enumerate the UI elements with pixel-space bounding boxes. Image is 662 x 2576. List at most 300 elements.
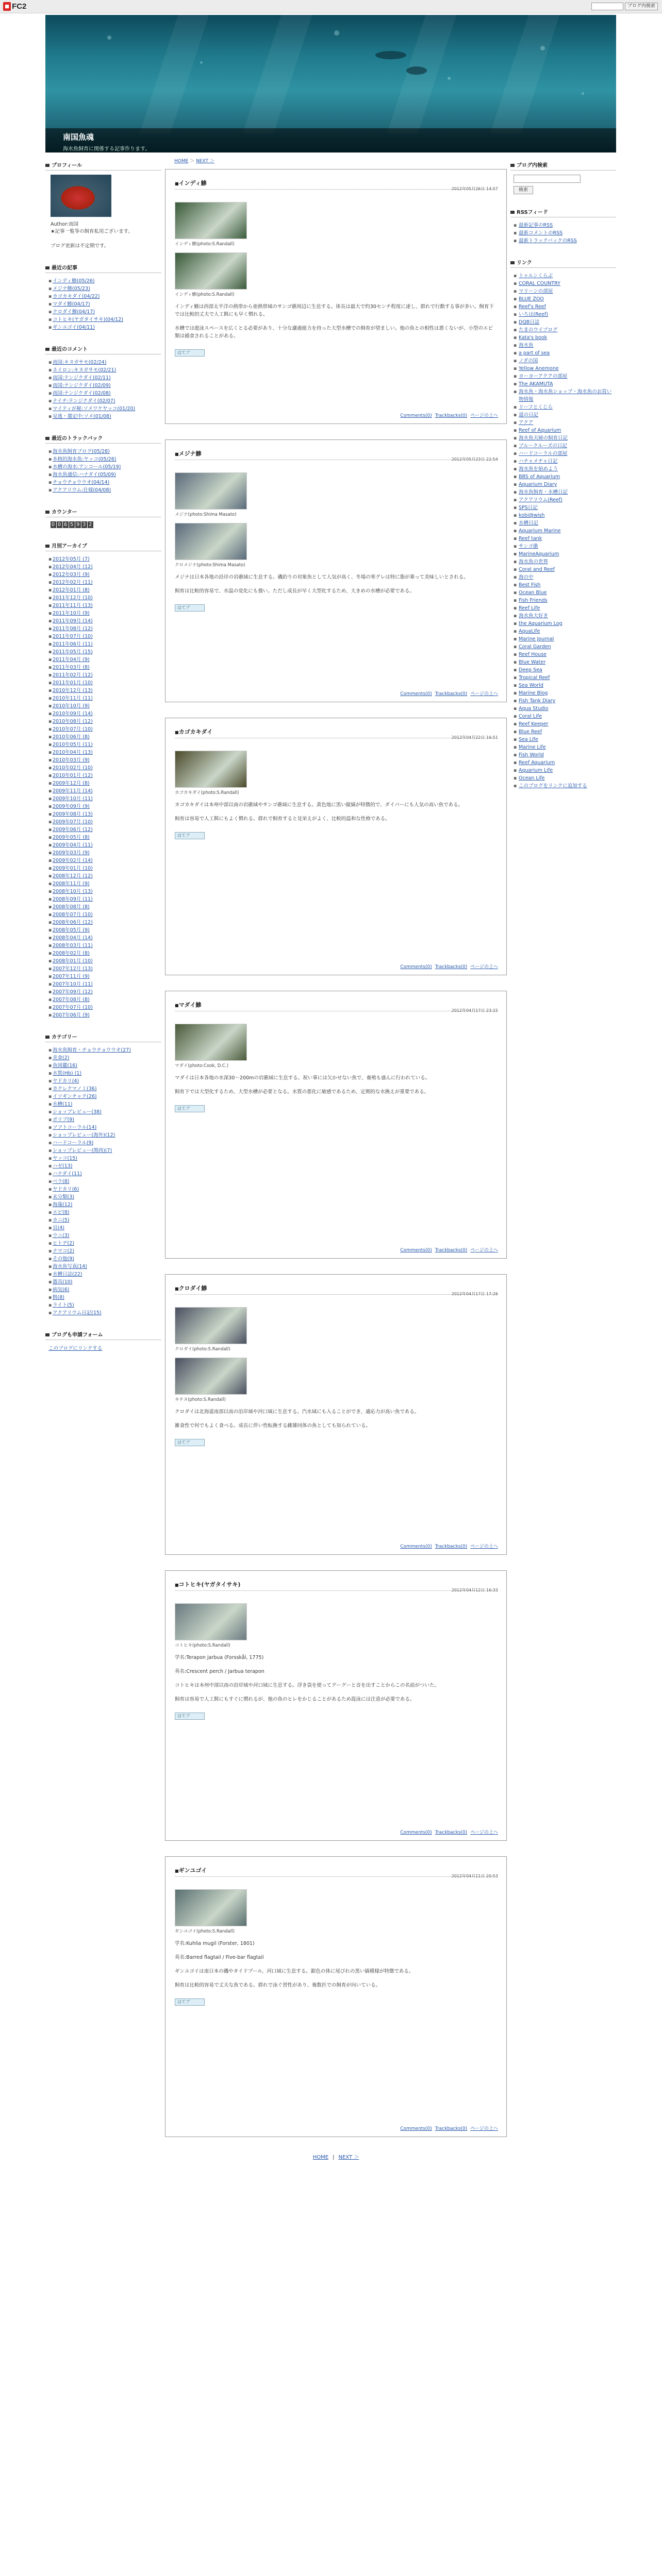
- external-link[interactable]: ▪ ノダの国: [514, 357, 616, 365]
- category-link[interactable]: ▪ ショップレビュー(関西)(7): [48, 1147, 161, 1155]
- external-link[interactable]: ▪ CORAL COUNTRY: [514, 280, 616, 287]
- entry-footer: [397, 1828, 498, 1835]
- recent-entry-link[interactable]: ▪ コトヒキ(ヤガタイサキ)(04/12): [48, 316, 161, 324]
- rss-list: [510, 222, 616, 245]
- photo-caption: コトヒキ(photo:S.Randall): [175, 1643, 230, 1648]
- external-link[interactable]: ▪ Reef Keeper: [514, 720, 616, 728]
- category-link[interactable]: ▪ 器具(10): [48, 1278, 161, 1286]
- fish-photo: [175, 1603, 247, 1640]
- archive-month-link[interactable]: ▪ 2009年01月 (10): [48, 865, 161, 872]
- archive-month-link[interactable]: ▪ 2010年03月 (9): [48, 756, 161, 764]
- category-link[interactable]: ▪ 水質(Hb) (1): [48, 1070, 161, 1077]
- category-link[interactable]: ▪ 水槽日誌(22): [48, 1270, 161, 1278]
- archive-month-link[interactable]: ▪ 2008年10月 (13): [48, 888, 161, 895]
- photo-caption: インディ鰺(photo:S.Randall): [175, 292, 235, 297]
- archive-month-link[interactable]: ▪ 2010年05月 (11): [48, 741, 161, 749]
- entry-body: [175, 1024, 497, 1112]
- archive-month-link[interactable]: ▪ 2011年09月 (14): [48, 617, 161, 625]
- external-link[interactable]: ▪ いろは(Reef): [514, 311, 616, 318]
- blog-search-input[interactable]: [514, 175, 581, 183]
- archive-month-link[interactable]: ▪ 2010年10月 (9): [48, 702, 161, 710]
- archive-month-link[interactable]: ▪ 2008年12月 (12): [48, 872, 161, 880]
- category-link[interactable]: ▪ ショップレビュー(38): [48, 1108, 161, 1116]
- trackback-link[interactable]: ▪ 海水魚通信:ハナダイ(05/09): [48, 471, 161, 479]
- category-link[interactable]: ▪ ハゼ(13): [48, 1162, 161, 1170]
- archive-month-link[interactable]: ▪ 2009年03月 (9): [48, 849, 161, 857]
- category-link[interactable]: ▪ ヤッコ(15): [48, 1155, 161, 1162]
- entry-paragraph: ギンユゴイは南日本の磯やタイドプール、河口域に生息する。銀色の体に尾びれの黒い縞模様が特徴である。: [175, 1969, 414, 1974]
- entry-comments-link[interactable]: Comments(0): [400, 413, 432, 418]
- link-form-heading: ブログも申請フォーム: [45, 1329, 161, 1340]
- recent-entry-link[interactable]: ▪ メジナ鰺(05/23): [48, 285, 161, 293]
- external-link[interactable]: ▪ 海水魚・海水魚ショップ・海水魚のお買い物情報: [514, 388, 616, 403]
- category-link[interactable]: ▪ 魚図鑑(16): [48, 1062, 161, 1070]
- entry-trackbacks-link[interactable]: Trackbacks(0): [435, 1248, 468, 1253]
- archive-month-link[interactable]: ▪ 2011年11月 (13): [48, 602, 161, 609]
- archive-month-link[interactable]: ▪ 2011年05月 (15): [48, 648, 161, 656]
- archive-heading: 月別アーカイブ: [45, 540, 161, 551]
- entry-body: [175, 472, 497, 612]
- external-link[interactable]: ▪ Yellow Anemone: [514, 365, 616, 372]
- entry-date: 2012年04月17日 17:26: [451, 1292, 498, 1296]
- category-link[interactable]: ▪ ショップレビュー(海外)(12): [48, 1131, 161, 1139]
- category-link[interactable]: ▪ ソフトコーラル(14): [48, 1124, 161, 1131]
- counter-digit: 0: [58, 522, 62, 528]
- category-link[interactable]: ▪ カニ(5): [48, 1216, 161, 1224]
- fish-photo: [175, 1307, 247, 1344]
- external-link[interactable]: ▪ Reef's Reef: [514, 303, 616, 311]
- trackback-link[interactable]: ▪ 海水魚飼育ブログ(05/28): [48, 448, 161, 455]
- category-link[interactable]: ▪ ハナダイ(11): [48, 1170, 161, 1178]
- entry-paragraph: コトヒキは本州中部以南の沿岸域や河口域に生息する。浮き袋を使ってグーグーと音を出すことからこの名前がついた。: [175, 1683, 440, 1688]
- archive-month-link[interactable]: ▪ 2007年11月 (9): [48, 973, 161, 980]
- fc2-logo[interactable]: ■ FC2: [3, 2, 26, 11]
- external-link[interactable]: ▪ マリーンの部屋: [514, 287, 616, 295]
- entry-title[interactable]: ■ インディ鰺: [175, 179, 497, 190]
- archive-month-link[interactable]: ▪ 2009年10月 (11): [48, 795, 161, 803]
- category-link[interactable]: ▪ ヤドカリ(4): [48, 1077, 161, 1085]
- recent-comment-link[interactable]: ▪ ナイチ:テンジクダイ(02/07): [48, 397, 161, 405]
- external-link[interactable]: ▪ Aquarium Life: [514, 767, 616, 774]
- entry-comments-link[interactable]: Comments(0): [400, 1248, 432, 1253]
- counter-section: [45, 506, 161, 528]
- external-link[interactable]: ▪ Reef of Aquarium: [514, 427, 616, 434]
- external-link[interactable]: ▪ BLUE ZOO: [514, 295, 616, 303]
- archive-month-link[interactable]: ▪ 2011年08月 (12): [48, 625, 161, 633]
- hatena-bookmark-button[interactable]: はてブ: [175, 349, 205, 357]
- entry-comments-link[interactable]: Comments(0): [400, 2126, 432, 2131]
- external-link[interactable]: ▪ Marine Blog: [514, 689, 616, 697]
- archive-month-link[interactable]: ▪ 2009年06月 (12): [48, 826, 161, 834]
- archive-month-link[interactable]: ▪ 2007年07月 (10): [48, 1004, 161, 1011]
- recent-comment-link[interactable]: ▪ ネイロン:キヌガサモ(02/21): [48, 366, 161, 374]
- entry-title[interactable]: ■ クロダイ鰺: [175, 1284, 497, 1295]
- hatena-bookmark-button[interactable]: はてブ: [175, 1105, 205, 1112]
- external-link[interactable]: ▪ 海水魚夫婦の飼育日記: [514, 434, 616, 442]
- category-link[interactable]: ▪ 水槽(11): [48, 1100, 161, 1108]
- archive-month-link[interactable]: ▪ 2011年10月 (9): [48, 609, 161, 617]
- external-link[interactable]: ▪ ヨーヨーアクアの部屋: [514, 372, 616, 380]
- category-heading: カテゴリー: [45, 1031, 161, 1042]
- archive-month-link[interactable]: ▪ 2010年01月 (12): [48, 772, 161, 779]
- archive-month-link[interactable]: ▪ 2010年07月 (10): [48, 725, 161, 733]
- category-link[interactable]: ▪ ヒトデ(2): [48, 1240, 161, 1247]
- archive-month-link[interactable]: ▪ 2007年09月 (12): [48, 988, 161, 996]
- entry-comments-link[interactable]: Comments(0): [400, 964, 432, 970]
- hatena-bookmark-button[interactable]: はてブ: [175, 604, 205, 612]
- external-link[interactable]: ▪ このブログをリンクに追加する: [514, 782, 616, 790]
- counter-digit: 5: [70, 522, 74, 528]
- entry-date: 2012年04月12日 16:33: [451, 1588, 498, 1592]
- recent-entry-link[interactable]: ▪ ギンユゴイ(04/11): [48, 324, 161, 331]
- rss-link[interactable]: ▪ 最新コメントのRSS: [514, 229, 616, 237]
- rss-section: [510, 207, 616, 245]
- external-link[interactable]: ▪ Tropical Reef: [514, 674, 616, 682]
- blog-search-section: [510, 160, 616, 194]
- category-link[interactable]: ▪ 海藻(12): [48, 1201, 161, 1209]
- external-link[interactable]: ▪ 海水魚飼育・水槽日記: [514, 488, 616, 496]
- main-column: [165, 157, 507, 2160]
- entry-pagetop-link[interactable]: ページの上へ: [470, 691, 498, 697]
- external-link[interactable]: ▪ Blue Reef: [514, 728, 616, 736]
- category-link[interactable]: ▪ ベラ(8): [48, 1178, 161, 1185]
- hatena-bookmark-button[interactable]: はてブ: [175, 832, 205, 839]
- external-link[interactable]: ▪ 海の中: [514, 573, 616, 581]
- external-link[interactable]: ▪ MarineAquarium: [514, 550, 616, 558]
- logo-text: FC2: [12, 2, 27, 11]
- archive-month-link[interactable]: ▪ 2012年02月 (11): [48, 579, 161, 586]
- archive-month-link[interactable]: ▪ 2007年06月 (9): [48, 1011, 161, 1019]
- photo-caption: ギンユゴイ(photo:S.Randall): [175, 1929, 235, 1934]
- external-link[interactable]: ▪ ブルークルーズの日記: [514, 442, 616, 450]
- photo-caption: カゴカキダイ(photo:S.Randall): [175, 790, 239, 795]
- entry-trackbacks-link[interactable]: Trackbacks(0): [435, 691, 468, 697]
- category-section: [45, 1031, 161, 1317]
- entry-paragraph: 学名:Kuhlia mugil (Forster, 1801): [175, 1941, 255, 1946]
- recent-comments-section: [45, 344, 161, 420]
- counter-digit: 9: [76, 522, 80, 528]
- category-link[interactable]: ▪ アクアリウム日記(15): [48, 1309, 161, 1317]
- external-link[interactable]: ▪ 道の日記: [514, 411, 616, 419]
- external-link[interactable]: ▪ 水槽日記: [514, 519, 616, 527]
- external-link[interactable]: ▪ DQB日誌: [514, 318, 616, 326]
- archive-month-link[interactable]: ▪ 2008年06月 (12): [48, 919, 161, 926]
- archive-month-link[interactable]: ▪ 2008年02月 (8): [48, 950, 161, 957]
- external-link[interactable]: ▪ Fish Tank Diary: [514, 697, 616, 705]
- profile-line: ブログ更新は不定期です。: [51, 243, 109, 249]
- category-link[interactable]: ▪ 病気(6): [48, 1286, 161, 1294]
- trackback-list: [45, 448, 161, 494]
- archive-month-link[interactable]: ▪ 2008年01月 (10): [48, 957, 161, 965]
- trackback-link[interactable]: ▪ 本格的海水魚:ヤッコ(05/26): [48, 455, 161, 463]
- external-link[interactable]: ▪ Fish World: [514, 751, 616, 759]
- fish-photo: [175, 1358, 247, 1395]
- recent-comment-link[interactable]: ▪ 南国:テンジクダイ(02/09): [48, 382, 161, 389]
- external-link[interactable]: ▪ Fish Friends: [514, 597, 616, 604]
- breadcrumb: [174, 157, 507, 164]
- recent-entry-link[interactable]: ▪ クロダイ鰺(04/17): [48, 308, 161, 316]
- archive-month-link[interactable]: ▪ 2009年08月 (13): [48, 810, 161, 818]
- archive-month-link[interactable]: ▪ 2010年12月 (13): [48, 687, 161, 694]
- archive-month-link[interactable]: ▪ 2012年05月 (7): [48, 555, 161, 563]
- external-link[interactable]: ▪ Ocean Life: [514, 774, 616, 782]
- profile-line: [51, 235, 161, 243]
- external-link[interactable]: ▪ BBS of Aquarium: [514, 473, 616, 481]
- link-to-blog[interactable]: このブログにリンクする: [48, 1346, 103, 1351]
- archive-month-link[interactable]: ▪ 2008年03月 (11): [48, 942, 161, 950]
- entry-footer: [397, 412, 498, 418]
- external-link[interactable]: ▪ Coral and Reef: [514, 566, 616, 573]
- archive-month-link[interactable]: ▪ 2012年03月 (9): [48, 571, 161, 579]
- external-link[interactable]: ▪ Best Fish: [514, 581, 616, 589]
- archive-month-link[interactable]: ▪ 2008年05月 (9): [48, 926, 161, 934]
- pager-home[interactable]: HOME: [312, 2155, 329, 2160]
- category-link[interactable]: ▪ ポリプ(9): [48, 1116, 161, 1124]
- category-link[interactable]: ▪ エビ(8): [48, 1209, 161, 1216]
- external-link[interactable]: ▪ ハードコーラルの部屋: [514, 450, 616, 457]
- external-link[interactable]: ▪ サンゴ礁: [514, 543, 616, 550]
- archive-month-link[interactable]: ▪ 2010年02月 (10): [48, 764, 161, 772]
- entry-paragraph: メジナは日本各地の沿岸の岩礁域に生息する。磯釣りの対象魚として人気が高く、冬場の寒グレは特に脂が乗って美味しいとされる。: [175, 574, 469, 580]
- external-link[interactable]: ▪ Aquarium Diary: [514, 481, 616, 488]
- recent-comment-link[interactable]: ▪ 南国:テンジクダイ(02/11): [48, 374, 161, 382]
- external-link[interactable]: ▪ Aqua Studio: [514, 705, 616, 713]
- category-link[interactable]: ▪ ヤドカリ(6): [48, 1185, 161, 1193]
- entry-pagetop-link[interactable]: ページの上へ: [470, 413, 498, 418]
- crumb-sep: ＞: [190, 159, 195, 164]
- fish-photo: [175, 751, 247, 788]
- pager-next[interactable]: NEXT ＞: [338, 2155, 359, 2160]
- category-link[interactable]: ▪ カクレクマノミ(36): [48, 1085, 161, 1093]
- archive-month-link[interactable]: ▪ 2007年10月 (11): [48, 980, 161, 988]
- archive-month-link[interactable]: ▪ 2009年05月 (8): [48, 834, 161, 841]
- archive-month-link[interactable]: ▪ 2009年07月 (10): [48, 818, 161, 826]
- archive-month-link[interactable]: ▪ 2009年09月 (9): [48, 803, 161, 810]
- archive-month-link[interactable]: ▪ 2010年09月 (14): [48, 710, 161, 718]
- external-link[interactable]: ▪ 海水魚大好き: [514, 612, 616, 620]
- entry-footer: [397, 1246, 498, 1253]
- external-link[interactable]: ▪ Marine Life: [514, 743, 616, 751]
- recent-entry-link[interactable]: ▪ カゴカキダイ(04/22): [48, 293, 161, 300]
- photo-caption: マダイ(photo:Cook, D.C.): [175, 1063, 228, 1069]
- category-link[interactable]: ▪ ナマコ(2): [48, 1247, 161, 1255]
- blog-entry: [165, 169, 507, 424]
- entry-list: [165, 169, 507, 2137]
- entry-paragraph: 飼育は比較的容易で丈夫な魚である。群れで泳ぐ習性があり、複数匹での飼育が向いている。: [175, 1982, 381, 1988]
- entry-body: [175, 1307, 497, 1446]
- crumb-next[interactable]: NEXT ＞: [196, 159, 214, 164]
- external-link[interactable]: ▪ Blue Water: [514, 658, 616, 666]
- archive-month-link[interactable]: ▪ 2012年01月 (8): [48, 586, 161, 594]
- archive-month-link[interactable]: ▪ 2008年07月 (10): [48, 911, 161, 919]
- entry-trackbacks-link[interactable]: Trackbacks(0): [435, 1544, 468, 1549]
- entry-paragraph: カゴカキダイは本州中部以南の岩礁域やサンゴ礁域に生息する。黄色地に黒い縦縞が特徴的で、ダイバーにも人気の高い魚である。: [175, 802, 464, 808]
- entry-title[interactable]: ■ コトヒキ(ヤガタイサキ): [175, 1580, 497, 1591]
- external-link[interactable]: ▪ Reef House: [514, 651, 616, 658]
- external-link[interactable]: ▪ アクアリウム(Reef): [514, 496, 616, 504]
- fish-photo: [175, 252, 247, 290]
- recent-comments-list: [45, 359, 161, 420]
- entry-pagetop-link[interactable]: ページの上へ: [470, 1830, 498, 1835]
- external-link[interactable]: ▪ 海水魚を始めよう: [514, 465, 616, 473]
- category-link[interactable]: ▪ ウニ(3): [48, 1232, 161, 1240]
- archive-month-link[interactable]: ▪ 2008年08月 (8): [48, 903, 161, 911]
- profile-text: [45, 221, 161, 250]
- profile-line: ★記事一覧等の飼育私用ございます。: [51, 229, 133, 234]
- archive-list: [45, 555, 161, 1019]
- external-link[interactable]: ▪ 海水魚: [514, 342, 616, 349]
- external-link[interactable]: ▪ Sea World: [514, 682, 616, 689]
- fish-photo: [175, 523, 247, 560]
- toolbar-search-input[interactable]: [591, 3, 623, 10]
- external-link[interactable]: ▪ Kata's book: [514, 334, 616, 342]
- archive-month-link[interactable]: ▪ 2008年11月 (9): [48, 880, 161, 888]
- external-link[interactable]: ▪ the Aquarium Log: [514, 620, 616, 628]
- recent-comment-link[interactable]: ▪ マイティが秘:ソメワケヤッコ(01/20): [48, 405, 161, 413]
- trackback-link[interactable]: ▪ チョウチョウウオ(04/14): [48, 479, 161, 486]
- category-link[interactable]: ▪ ハードコーラル(9): [48, 1139, 161, 1147]
- recent-entry-link[interactable]: ▪ インディ鰺(05/26): [48, 277, 161, 285]
- rss-link[interactable]: ▪ 最新記事のRSS: [514, 222, 616, 229]
- external-link[interactable]: ▪ kobi@wish: [514, 512, 616, 519]
- archive-month-link[interactable]: ▪ 2007年08月 (8): [48, 996, 161, 1004]
- category-link[interactable]: ▪ 餌(8): [48, 1294, 161, 1301]
- archive-month-link[interactable]: ▪ 2010年08月 (12): [48, 718, 161, 725]
- crumb-home[interactable]: HOME: [174, 159, 189, 164]
- external-link[interactable]: ▪ a part of sea: [514, 349, 616, 357]
- entry-paragraph: 学名:Terapon jarbua (Forsskål, 1775): [175, 1655, 264, 1660]
- entry-paragraph: 飼育は容易で人工餌にもすぐに慣れるが、他の魚のヒレをかじることがあるため混泳には注意が必要である。: [175, 1697, 415, 1702]
- photo-caption: インディ鰺(photo:S.Randall): [175, 242, 235, 247]
- hatena-bookmark-button[interactable]: はてブ: [175, 1998, 205, 2006]
- hatena-bookmark-button[interactable]: はてブ: [175, 1439, 205, 1446]
- archive-month-link[interactable]: ▪ 2008年09月 (11): [48, 895, 161, 903]
- category-link[interactable]: ▪ ライト(5): [48, 1301, 161, 1309]
- entry-title[interactable]: ■ メジナ鰺: [175, 449, 497, 460]
- rss-link[interactable]: ▪ 最新トラックバックのRSS: [514, 237, 616, 245]
- recent-entries-heading: 最近の記事: [45, 262, 161, 273]
- external-link[interactable]: ▪ 海水魚の世界: [514, 558, 616, 566]
- external-link[interactable]: ▪ Reef Aquarium: [514, 759, 616, 767]
- archive-month-link[interactable]: ▪ 2011年02月 (12): [48, 671, 161, 679]
- archive-month-link[interactable]: ▪ 2011年07月 (10): [48, 633, 161, 640]
- entry-paragraph: 飼育は容易で人工餌にもよく慣れる。群れで飼育すると見栄えがよく、比較的温和な性格である。: [175, 816, 390, 822]
- entry-trackbacks-link[interactable]: Trackbacks(0): [435, 2126, 468, 2131]
- archive-month-link[interactable]: ▪ 2009年04月 (11): [48, 841, 161, 849]
- external-link[interactable]: ▪ Coral Garden: [514, 643, 616, 651]
- entry-date: 2012年04月17日 23:15: [451, 1008, 498, 1013]
- recent-comment-link[interactable]: ▪ 見逃・選定中:ソメ(01/08): [48, 413, 161, 420]
- links-section: [510, 257, 616, 790]
- trackback-link[interactable]: ▪ アクアリウム:仕様(04/08): [48, 486, 161, 494]
- entry-title[interactable]: ■ カゴカキダイ: [175, 727, 497, 738]
- entry-date: 2012年04月11日 20:53: [451, 1874, 498, 1878]
- external-link[interactable]: ▪ Marine Journal: [514, 635, 616, 643]
- blog-title[interactable]: 南国魚魂: [63, 132, 94, 142]
- archive-month-link[interactable]: ▪ 2011年12月 (10): [48, 594, 161, 602]
- access-counter: [45, 521, 161, 528]
- external-link[interactable]: ▪ たまのウイブログ: [514, 326, 616, 334]
- external-link[interactable]: ▪ Sea Life: [514, 736, 616, 743]
- archive-month-link[interactable]: ▪ 2008年04月 (14): [48, 934, 161, 942]
- external-link[interactable]: ▪ SPS日記: [514, 504, 616, 512]
- archive-month-link[interactable]: ▪ 2011年03月 (8): [48, 664, 161, 671]
- external-link[interactable]: ▪ The AKAMUTA: [514, 380, 616, 388]
- counter-digit: 0: [52, 522, 56, 528]
- archive-month-link[interactable]: ▪ 2011年06月 (11): [48, 640, 161, 648]
- entry-comments-link[interactable]: Comments(0): [400, 691, 432, 697]
- archive-month-link[interactable]: ▪ 2010年04月 (13): [48, 749, 161, 756]
- entry-comments-link[interactable]: Comments(0): [400, 1544, 432, 1549]
- blog-search-button[interactable]: 検索: [514, 186, 533, 194]
- entry-pagetop-link[interactable]: ページの上へ: [470, 1544, 498, 1549]
- left-sidebar: [45, 160, 161, 1364]
- blog-entry: [165, 1856, 507, 2137]
- category-link[interactable]: ▪ 海水魚飼育・チョウチョウウオ(27): [48, 1046, 161, 1054]
- archive-month-link[interactable]: ▪ 2009年12月 (8): [48, 779, 161, 787]
- entry-comments-link[interactable]: Comments(0): [400, 1830, 432, 1835]
- archive-month-link[interactable]: ▪ 2011年01月 (10): [48, 679, 161, 687]
- external-link[interactable]: ▪ トゥルンくらぶ: [514, 272, 616, 280]
- entry-pagetop-link[interactable]: ページの上へ: [470, 1248, 498, 1253]
- category-link[interactable]: ▪ 美食(2): [48, 1054, 161, 1062]
- entry-pagetop-link[interactable]: ページの上へ: [470, 964, 498, 970]
- toolbar-search: [591, 3, 658, 10]
- hatena-bookmark-button[interactable]: はてブ: [175, 1713, 205, 1720]
- recent-entry-link[interactable]: ▪ マダイ鰺(04/17): [48, 300, 161, 308]
- external-link[interactable]: ▪ Ocean Blue: [514, 589, 616, 597]
- external-link[interactable]: ▪ Deep Sea: [514, 666, 616, 674]
- trackback-link[interactable]: ▪ 水槽の海水:アンコール(05/19): [48, 463, 161, 471]
- category-link[interactable]: ▪ その他(9): [48, 1255, 161, 1263]
- counter-heading: カウンター: [45, 506, 161, 517]
- entry-trackbacks-link[interactable]: Trackbacks(0): [435, 964, 468, 970]
- recent-comment-link[interactable]: ▪ 南国:キヌガサモ(02/24): [48, 359, 161, 366]
- category-link[interactable]: ▪ イソギンチャク(26): [48, 1093, 161, 1100]
- external-link[interactable]: ▪ ハチャメチャ日記: [514, 457, 616, 465]
- recent-comment-link[interactable]: ▪ 南国:テンジクダイ(02/08): [48, 389, 161, 397]
- entry-pagetop-link[interactable]: ページの上へ: [470, 2126, 498, 2131]
- photo-caption: キチヌ(photo:S.Randall): [175, 1397, 226, 1402]
- archive-month-link[interactable]: ▪ 2009年02月 (14): [48, 857, 161, 865]
- entry-title[interactable]: ■ マダイ鰺: [175, 1001, 497, 1011]
- archive-month-link[interactable]: ▪ 2012年04月 (12): [48, 563, 161, 571]
- external-link[interactable]: ▪ AquaLife: [514, 628, 616, 635]
- blog-entry: [165, 1570, 507, 1841]
- archive-month-link[interactable]: ▪ 2009年11月 (14): [48, 787, 161, 795]
- category-link[interactable]: ▪ 海水魚写真(14): [48, 1263, 161, 1270]
- entry-trackbacks-link[interactable]: Trackbacks(0): [435, 413, 468, 418]
- external-link[interactable]: ▪ Aquarium Marine: [514, 527, 616, 535]
- entry-trackbacks-link[interactable]: Trackbacks(0): [435, 1830, 468, 1835]
- external-link[interactable]: ▪ アクア: [514, 419, 616, 427]
- external-link[interactable]: ▪ Coral Life: [514, 713, 616, 720]
- archive-month-link[interactable]: ▪ 2010年11月 (11): [48, 694, 161, 702]
- external-link[interactable]: ▪ Reef Life: [514, 604, 616, 612]
- external-link[interactable]: ▪ Reef tank: [514, 535, 616, 543]
- toolbar-search-button[interactable]: ブログ内検索: [625, 3, 658, 10]
- archive-month-link[interactable]: ▪ 2011年04月 (9): [48, 656, 161, 664]
- external-link[interactable]: ▪ リーフとくじら: [514, 403, 616, 411]
- category-link[interactable]: ▪ 未分類(3): [48, 1193, 161, 1201]
- blog-entry: [165, 991, 507, 1259]
- category-link[interactable]: ▪ 貝(4): [48, 1224, 161, 1232]
- archive-month-link[interactable]: ▪ 2010年06月 (8): [48, 733, 161, 741]
- entry-title[interactable]: ■ ギンユゴイ: [175, 1866, 497, 1877]
- counter-digit: 6: [64, 522, 68, 528]
- archive-month-link[interactable]: ▪ 2007年12月 (13): [48, 965, 161, 973]
- blog-entry: [165, 1274, 507, 1555]
